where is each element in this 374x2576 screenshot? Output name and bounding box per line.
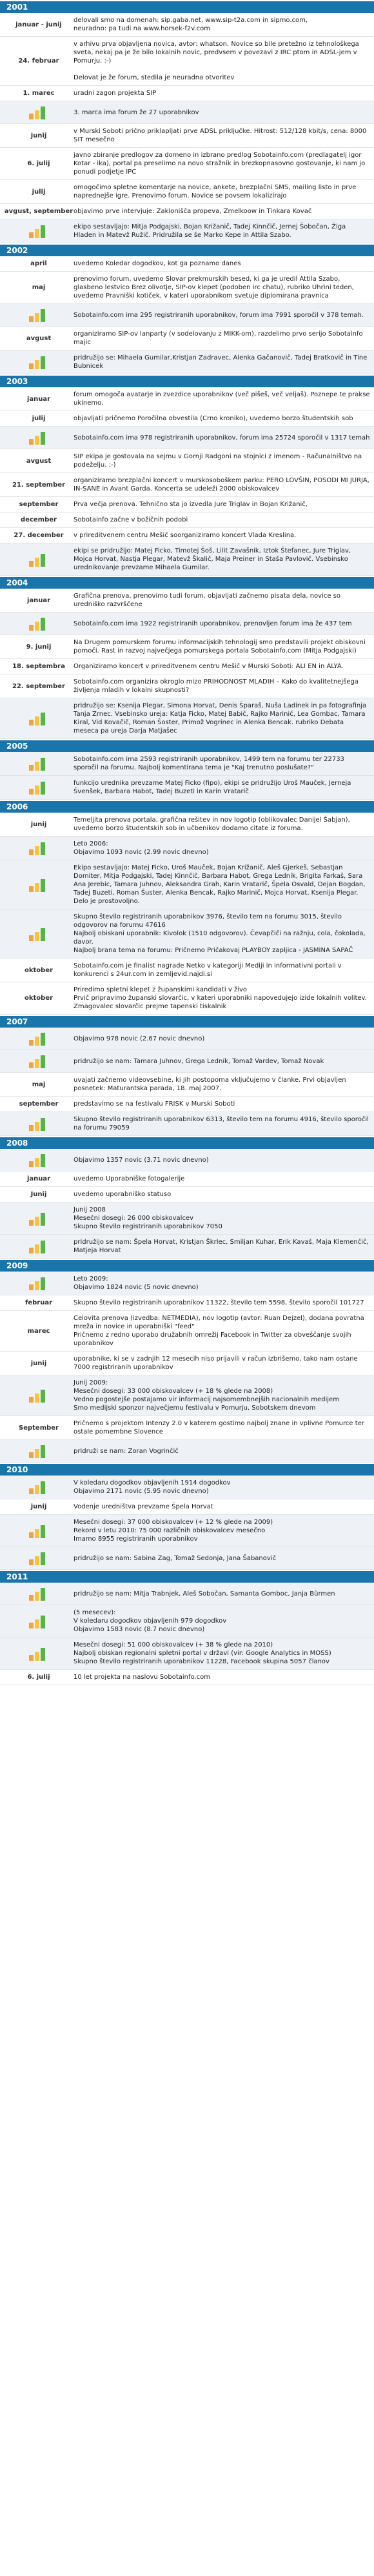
- event-text: Objavimo 978 novic (2.67 novic dnevno): [74, 1035, 205, 1042]
- bar-chart-icon: [28, 1523, 50, 1539]
- event-row: [0, 674, 374, 698]
- event-text: delovali smo na domenah: sip.gaba.net, www.sip-t2a.com in sipmo.com, neuradno: pa tudi na www.horsek-f2v.com: [74, 17, 308, 32]
- event-row: [0, 37, 374, 86]
- year-header: 2010: [0, 1464, 374, 1476]
- event-text: pridružijo se nam: Mitja Trabnjek, Aleš Sobočan, Samanta Gomboc, Janja Bürmen: [74, 1590, 335, 1597]
- year-header: 2003: [0, 376, 374, 387]
- event-row: [0, 86, 374, 101]
- bar-chart-icon: [28, 1239, 50, 1254]
- bar-chart-icon: [28, 877, 50, 893]
- event-text: Skupno število registriranih uporabnikov 6313, število tem na forumu 4916, število sporočil na forumu 79059: [74, 1116, 369, 1131]
- event-row: [0, 1073, 374, 1097]
- bar-chart-icon: [28, 1152, 50, 1168]
- event-text: ekipi se pridružijo: Matej Ficko, Timotej Šoš, Lilit Zavašnik, Iztok Štefanec, Jure Triglav, Mojca Horvat, Nastja Plegar, Matevž Škalič, Maja Preiner in Staša Pavlovič. Vsebinsko urednikovanje prevzame Mihaela Gumilar.: [74, 547, 351, 571]
- event-text: uvedemo Uporabniške fotogalerije: [74, 1175, 185, 1182]
- event-text: uporabnike, ki se v zadnjih 12 mesecih niso prijavili v račun izbrišemo, tako nam ostane 7000 registriranih uporabnikov: [74, 1355, 358, 1371]
- event-text: Objavimo 1357 novic (3.71 novic dnevno): [74, 1156, 209, 1164]
- milestone-row: [0, 752, 374, 776]
- event-row: [0, 813, 374, 837]
- year-header: 2004: [0, 577, 374, 589]
- event-date: marec: [27, 1327, 50, 1335]
- event-text: V koledaru dogodkov objavljenih 1914 dogodkov Objavimo 2171 novic (5.95 novic dnevno): [74, 1479, 231, 1495]
- event-row: [0, 512, 374, 528]
- year-header: 2007: [0, 1016, 374, 1028]
- event-date: avgust: [26, 334, 52, 342]
- event-text: pridružijo se nam: Tamara Juhnov, Grega Ledník, Tomaž Vardev, Tomaž Novak: [74, 1057, 324, 1065]
- event-row: [0, 528, 374, 543]
- event-text: 10 let projekta na naslovu Sobotainfo.com: [74, 1674, 210, 1681]
- event-text: Pričnemo s projektom Intenzy 2.0 v katerem gostimo najbolj znane in vplivne Pomurce ter ostale pomembne Slovence: [74, 1420, 364, 1435]
- event-date: avgust, september: [4, 208, 74, 215]
- event-date: januar - junij: [15, 21, 62, 28]
- event-text: Sobotainfo.com je finalist nagrade Netko v kategoriji Mediji in informativni portali v konkurenci s 24ur.com in zemljevid.najdi.si: [74, 962, 342, 978]
- event-text: pridružijo se nam: Špela Horvat, Kristjan Škrlec, Smiljan Kuhar, Erik Kavaš, Maja Klemenčič, Matjeja Horvat: [74, 1239, 369, 1254]
- milestone-row: [0, 860, 374, 909]
- event-date: [4, 1443, 74, 1459]
- event-row: [0, 1097, 374, 1112]
- event-row: [0, 1187, 374, 1202]
- event-date: [4, 1211, 74, 1226]
- event-row: [0, 148, 374, 180]
- event-date: [4, 1586, 74, 1601]
- event-date: september: [19, 1100, 59, 1108]
- event-row: [0, 1311, 374, 1352]
- event-text: Sobotainfo.com ima 1922 registriranih uporabnikov, prenovljen forum ima že 437 tem: [74, 620, 352, 627]
- event-date: oktober: [24, 966, 54, 974]
- event-text: funkcijo urednika prevzame Matej Ficko (fipo), ekipi se pridružijo Uroš Mauček, Jerneja Švenšek, Barbara Habot, Tadej Buzeti in Karin Vratarič: [74, 780, 351, 795]
- event-text: ekipo sestavljajo: Mitja Podgajski, Bojan Križanič, Tadej Kinnčič, Jernej Šobočan, Žiga Hladen in Matevž Ružič. Pridružila se še Marko Kepe in Attila Szabo.: [74, 223, 346, 239]
- event-text: uvedemo uporabniško statuso: [74, 1191, 172, 1198]
- event-date: [4, 1275, 74, 1291]
- bar-chart-icon: [28, 223, 50, 239]
- milestone-row: [0, 1605, 374, 1638]
- event-date: februar: [25, 1299, 53, 1306]
- event-text: Junij 2009: Mesečni dosegi: 33 000 obiskovalcev (+ 18 % glede na 2008) Vedno pogostejše postajamo vir informacij najsomembnejših nacionalnih medijem Smo medijski sponzor največjemu festivalu v Pomurju, Sobotskem dnevom: [74, 1379, 339, 1412]
- event-row: [0, 1416, 374, 1440]
- event-text: omogočimo spletne komentarje na novice, ankete, brezplačni SMS, mailing listo in prve naprednejše igre. Prenovimo forum. Novice se povsem lokalizirajo: [74, 184, 357, 199]
- event-date: [4, 105, 74, 120]
- event-text: Priredimo spletni klepet z županskimi kandidati v živo Prvič pripravimo županski slovarčic, v kateri uporabniki napovedujejo izide lokalnih volitev. Zmagovalec slovarčic prejme tapenski tiskalnik: [74, 986, 367, 1010]
- event-date: [4, 616, 74, 631]
- event-date: oktober: [24, 995, 54, 1002]
- event-date: [4, 1239, 74, 1254]
- event-row: [0, 327, 374, 350]
- event-text: Leto 2006: Objavimo 1093 novic (2.99 novic dnevno): [74, 840, 209, 856]
- event-text: Ekipo sestavljajo: Matej Ficko, Uroš Mauček, Bojan Križanič, Aleš Gjerkeš, Sebastjan Domiter, Mitja Podgajski, Tadej Kinnčič, Barbara Habot, Grega Ledník, Brigita Farkaš, Sara Ana Jerebic, Tamara Juhnov, Aleksandra Grah, Karin Vratarič, Špela Osvald, Dejan Bogdan, Tadej Buzeti, Roman Šuster, Alenka Bencak, Rajko Marinič, Mojca Horvat, Ksenija Plegar. Delo je prostovoljno.: [74, 864, 366, 905]
- event-date: junij: [30, 820, 47, 828]
- bar-chart-icon: [28, 616, 50, 631]
- event-row: [0, 1352, 374, 1375]
- event-date: [4, 1053, 74, 1069]
- event-date: 6. julij: [27, 1674, 50, 1681]
- bar-chart-icon: [28, 354, 50, 370]
- event-row: [0, 659, 374, 674]
- event-row: [0, 1171, 374, 1187]
- year-header: 2008: [0, 1137, 374, 1149]
- milestone-row: [0, 698, 374, 739]
- year-header: 2001: [0, 1, 374, 13]
- bar-chart-icon: [28, 711, 50, 726]
- event-date: [4, 877, 74, 893]
- event-text: Skupno število registriranih uporabnikov 3976, število tem na forumu 3015, število odgovorov na forumu 47616 Najbolj obiskani uporabnik: Kivolok (1510 odgovorov). Čevapčiči na ražnju, cola, čokolada, davor. Najbolj brana tema na forumu: Pričnemo Pričakovaj PLAYBOY zapljica - JASMINA SAPAČ: [74, 913, 366, 954]
- milestone-row: [0, 543, 374, 576]
- event-text: pridružijo se: Mihaela Gumilar,Kristjan Zadravec, Alenka Gačanovič, Tadej Bratkovič in Tine Bubnicek: [74, 354, 368, 370]
- bar-chart-icon: [28, 1443, 50, 1459]
- event-text: v prireditvenem centru Mešič soorganiziramo koncert Vlada Kreslina.: [74, 532, 297, 539]
- event-text: predstavimo se na festivalu FRISK v Murski Soboti: [74, 1100, 235, 1108]
- event-row: [0, 1670, 374, 1685]
- event-date: 22. september: [12, 682, 65, 690]
- event-date: 27. december: [14, 532, 64, 539]
- event-text: Grafična prenova, prenovimo tudi forum, objavljati začnemo pisata dela, novice so uredniško razvrščene: [74, 593, 341, 608]
- event-row: [0, 497, 374, 512]
- event-date: 1. marec: [23, 90, 55, 97]
- event-text: pridruži se nam: Zoran Vogrinčič: [74, 1447, 179, 1455]
- milestone-row: [0, 1202, 374, 1235]
- milestone-row: [0, 1547, 374, 1570]
- event-date: 6. julij: [27, 160, 50, 167]
- timeline-page: [0, 1, 374, 1685]
- bar-chart-icon: [28, 756, 50, 771]
- event-date: [4, 756, 74, 771]
- milestone-row: [0, 304, 374, 327]
- milestone-row: [0, 219, 374, 243]
- event-row: [0, 589, 374, 613]
- event-date: 21. september: [12, 481, 65, 489]
- event-text: javno zbiranje predlogov za domeno in izbrano predlog Sobotainfo.com (predlagatelj igor Kotar - ika), portal pa preselimo na novo stražnik in brezkopnasovno gostovanje, ki nam jo ponudi podjetje IPC: [74, 152, 366, 176]
- bar-chart-icon: [28, 840, 50, 856]
- milestone-row: [0, 613, 374, 635]
- event-date: Junij: [30, 1191, 47, 1198]
- event-text: objavljati pričnemo Poročilna obvestila (Crno kroniko), uvedemo borzo študentskih sob: [74, 415, 353, 422]
- milestone-row: [0, 1272, 374, 1295]
- bar-chart-icon: [28, 1614, 50, 1629]
- event-date: [4, 1550, 74, 1566]
- event-date: 9. junij: [26, 643, 52, 651]
- event-text: Skupno število registriranih uporabnikov 11322, število tem 5598, število sporočil 101727: [74, 1299, 364, 1306]
- event-date: [4, 1614, 74, 1629]
- year-header: 2005: [0, 740, 374, 752]
- event-row: [0, 180, 374, 204]
- event-text: Mesečni dosegi: 51 000 obiskovalcev (+ 38 % glede na 2010) Najbolj obiskan regionalni spletni portal v državi (vir: Google Analytics in MOSS) Skupno število registriranih uporabnikov 11228, Facebook skupina 5057 članov: [74, 1641, 331, 1665]
- bar-chart-icon: [28, 307, 50, 323]
- event-date: September: [19, 1424, 59, 1432]
- event-date: maj: [32, 1080, 46, 1088]
- event-text: uvajati začnemo videovsebine, ki jih postopoma vključujemo v članke. Prvi objavljen posnetek: Maturantska parada, 18. maj 2007.: [74, 1077, 346, 1092]
- event-date: [4, 1646, 74, 1661]
- bar-chart-icon: [28, 1586, 50, 1601]
- event-text: Sobotainfo.com ima 978 registriranih uporabnikov, forum ima 25724 sporočil v 1317 temah: [74, 434, 370, 441]
- bar-chart-icon: [28, 1053, 50, 1069]
- event-date: [4, 711, 74, 726]
- event-date: 24. februar: [18, 57, 59, 65]
- bar-chart-icon: [28, 1211, 50, 1226]
- event-text: forum omogoča avatarje in zvezdice uporabnikov (več pišeš, več veljaš). Poznepe te prakse ukinemo.: [74, 391, 370, 407]
- milestone-row: [0, 776, 374, 800]
- event-text: Sobotainfo.com ima 2593 registriranih uporabnikov, 1499 tem na forumu ter 22733 sporočil na forumu. Najbolj komentirana tema je "Kaj trenutno poslušate?": [74, 756, 344, 771]
- bar-chart-icon: [28, 552, 50, 567]
- event-text: Na Drugem pomurskem forumu informacijskih tehnologij smo predstavili projekt obiskovni pomoči. Rast in razvoj največjega pomurskega portala Sobotainfo.com (Mitja Podgajski): [74, 639, 366, 654]
- bar-chart-icon: [28, 780, 50, 795]
- event-row: [0, 204, 374, 219]
- event-date: 18. septembra: [12, 663, 65, 670]
- event-date: avgust: [26, 457, 52, 465]
- event-date: [4, 430, 74, 445]
- event-text: v arhivu prva objavljena novica, avtor: whatson. Novice so bile pretežno iz tehnološkega sveta, nekaj pa je že bilo lokalnih novic, predvsem v povezavi z IRC ptom in ADSL-jem v Pomurju. :-) Delovat je že forum, stedila je neuradna otvoritev: [74, 41, 359, 81]
- event-date: [4, 307, 74, 323]
- event-text: (5 mesecev): V koledaru dogodkov objavljenih 979 dogodkov Objavimo 1583 novic (8.7 novic dnevno): [74, 1609, 227, 1633]
- event-date: [4, 1523, 74, 1539]
- year-header: 2011: [0, 1571, 374, 1583]
- event-text: 3. marca ima forum že 27 uporabnikov: [74, 108, 199, 116]
- event-date: maj: [32, 284, 46, 291]
- event-text: SIP ekipa je gostovala na sejmu v Gornji Radgoni na stojnici z imenom - Računalništvo na podeželju. :-): [74, 453, 362, 469]
- bar-chart-icon: [28, 430, 50, 445]
- milestone-row: [0, 1235, 374, 1259]
- event-text: organiziramo SIP-ov lanparty (v sodelovanju z MIKK-om), razdelimo prvo serijo Sobotainfo majic: [74, 330, 363, 346]
- event-date: januar: [26, 1175, 51, 1182]
- event-date: december: [21, 516, 57, 523]
- event-date: [4, 1116, 74, 1131]
- event-date: julij: [32, 415, 46, 422]
- event-date: september: [19, 501, 59, 508]
- bar-chart-icon: [28, 1275, 50, 1291]
- event-text: organiziramo brezplačni koncert v murskosoboškem parku: PERO LOVŠIN, POSODI MI JURJA, IN-SANE in Avant Garda. Koncerta se udeleži 2000 obiskovalcev: [74, 477, 369, 492]
- event-date: [4, 354, 74, 370]
- milestone-row: [0, 101, 374, 124]
- milestone-row: [0, 1515, 374, 1547]
- event-text: Vodenje uredništva prevzame Špela Horvat: [74, 1503, 213, 1510]
- event-row: [0, 411, 374, 427]
- event-text: uvedemo Koledar dogodkov, kot ga poznamo danes: [74, 260, 241, 267]
- bar-chart-icon: [28, 1388, 50, 1403]
- event-date: junij: [30, 1503, 47, 1510]
- bar-chart-icon: [28, 1116, 50, 1131]
- milestone-row: [0, 1028, 374, 1050]
- event-text: Sobotainfo.com ima 295 registriranih uporabnikov, forum ima 7991 sporočil v 378 temah.: [74, 311, 364, 319]
- event-text: Sobotainfo začne v božičnih podobi: [74, 516, 188, 523]
- event-date: junij: [30, 132, 47, 139]
- event-date: [4, 223, 74, 239]
- milestone-row: [0, 1112, 374, 1136]
- year-header: 2002: [0, 245, 374, 256]
- event-row: [0, 387, 374, 411]
- event-date: januar: [26, 395, 51, 403]
- bar-chart-icon: [28, 1031, 50, 1046]
- event-date: junij: [30, 1359, 47, 1367]
- event-text: Leto 2009: Objavimo 1824 novic (5 novic dnevno): [74, 1275, 199, 1291]
- milestone-row: [0, 837, 374, 860]
- bar-chart-icon: [28, 1550, 50, 1566]
- event-row: [0, 473, 374, 497]
- milestone-row: [0, 350, 374, 374]
- event-row: [0, 635, 374, 659]
- event-row: [0, 13, 374, 37]
- bar-chart-icon: [28, 1646, 50, 1661]
- event-text: Mesečni dosegi: 37 000 obiskovalcev (+ 12 % glede na 2009) Rekord v letu 2010: 75 000 različnih obiskovalcev mesečno Imamo 8955 registriranih uporabnikov: [74, 1519, 273, 1543]
- event-date: [4, 926, 74, 942]
- event-row: [0, 272, 374, 304]
- event-text: Sobotainfo.com organizira okroglo mizo PRIHODNOST MLADIH – Kako do kvalitetnejšega življenja mladih v lokalni skupnosti?: [74, 678, 359, 694]
- milestone-row: [0, 1476, 374, 1499]
- event-date: [4, 1388, 74, 1403]
- event-date: [4, 840, 74, 856]
- event-text: prenovimo forum, uvedemo Slovar prekmurskih besed, ki ga je uredil Attila Szabo, glasbeno lestvico Brez olivotje, SIP-ov klepet (podoben irc chatu), rubriko Uhrini teden, uvedemo Pravniški kotiček, v kateri uporabnikom svetuje diplomirana pravnica: [74, 276, 354, 299]
- milestone-row: [0, 427, 374, 449]
- milestone-row: [0, 1440, 374, 1463]
- event-date: [4, 1152, 74, 1168]
- event-date: januar: [26, 596, 51, 604]
- milestone-row: [0, 1149, 374, 1171]
- milestone-row: [0, 1050, 374, 1073]
- year-header: 2009: [0, 1260, 374, 1272]
- event-date: april: [30, 260, 47, 267]
- event-date: [4, 1031, 74, 1046]
- event-row: [0, 982, 374, 1015]
- bar-chart-icon: [28, 105, 50, 120]
- event-row: [0, 1295, 374, 1311]
- event-row: [0, 958, 374, 982]
- event-text: pridružijo se: Ksenija Plegar, Simona Horvat, Denis Šparaš, Nuša Ladinek in pa fotografinja Tanja Zrnec. Vsebinsko ureja: Katja Ficko, Matej Babič, Rajko Marinič, Lea Gombac, Tamara Kiral, Vid Kovačič, Roman Šoster, Primož Vogrinec in Alenka Bencak. rubriko Debata meseca pa ureja Darja Matjašec: [74, 702, 367, 735]
- bar-chart-icon: [28, 1479, 50, 1495]
- bar-chart-icon: [28, 926, 50, 942]
- event-date: julij: [32, 188, 46, 196]
- event-text: uradni zagon projekta SIP: [74, 90, 157, 97]
- milestone-row: [0, 1375, 374, 1416]
- event-text: objavimo prve intervjuje: Zaklonišča propeva, Zmelkoow in Tinkara Kovač: [74, 208, 312, 215]
- year-header: 2006: [0, 801, 374, 813]
- event-date: [4, 552, 74, 567]
- milestone-row: [0, 1583, 374, 1605]
- event-text: Junij 2008 Mesečni dosegi: 26 000 obiskovalcev Skupno število registriranih uporabnikov 7050: [74, 1206, 222, 1230]
- event-text: Celovita prenova (izvedba: NETMEDIA), nov logotip (avtor: Ruan Dejzel), dodana povratna mreža in novice in uporabniški "feed" Pričnemo z redno uporabo družabnih omrežij Facebook in Twitter za obveščanje svojih uporabnikov: [74, 1315, 364, 1347]
- event-text: Organiziramo koncert v prireditvenem centru Mešič v Murski Soboti: ALI EN in ALYA.: [74, 663, 344, 670]
- event-text: Prva večja prenova. Tehnično sta jo izvedla Jure Triglav in Bojan Križanič,: [74, 501, 308, 508]
- milestone-row: [0, 909, 374, 958]
- milestone-row: [0, 1638, 374, 1670]
- event-row: [0, 256, 374, 272]
- event-date: [4, 1479, 74, 1495]
- event-row: [0, 1499, 374, 1515]
- event-row: [0, 449, 374, 473]
- event-text: v Murski Soboti prično priklapljati prve ADSL priključke. Hitrost: 512/128 kbit/s, cena: 8000 SIT mesečno: [74, 128, 367, 143]
- event-date: [4, 780, 74, 795]
- event-row: [0, 124, 374, 148]
- event-text: Temeljita prenova portala, grafična rešitev in nov logotip (oblikovalec Danijel Šabjan), uvedemo borzo študentskih sob in učbenikov dodamo citate iz foruma.: [74, 816, 350, 832]
- event-text: pridružijo se nam: Sabina Zag, Tomaž Sedonja, Jana Šabanovič: [74, 1554, 277, 1562]
